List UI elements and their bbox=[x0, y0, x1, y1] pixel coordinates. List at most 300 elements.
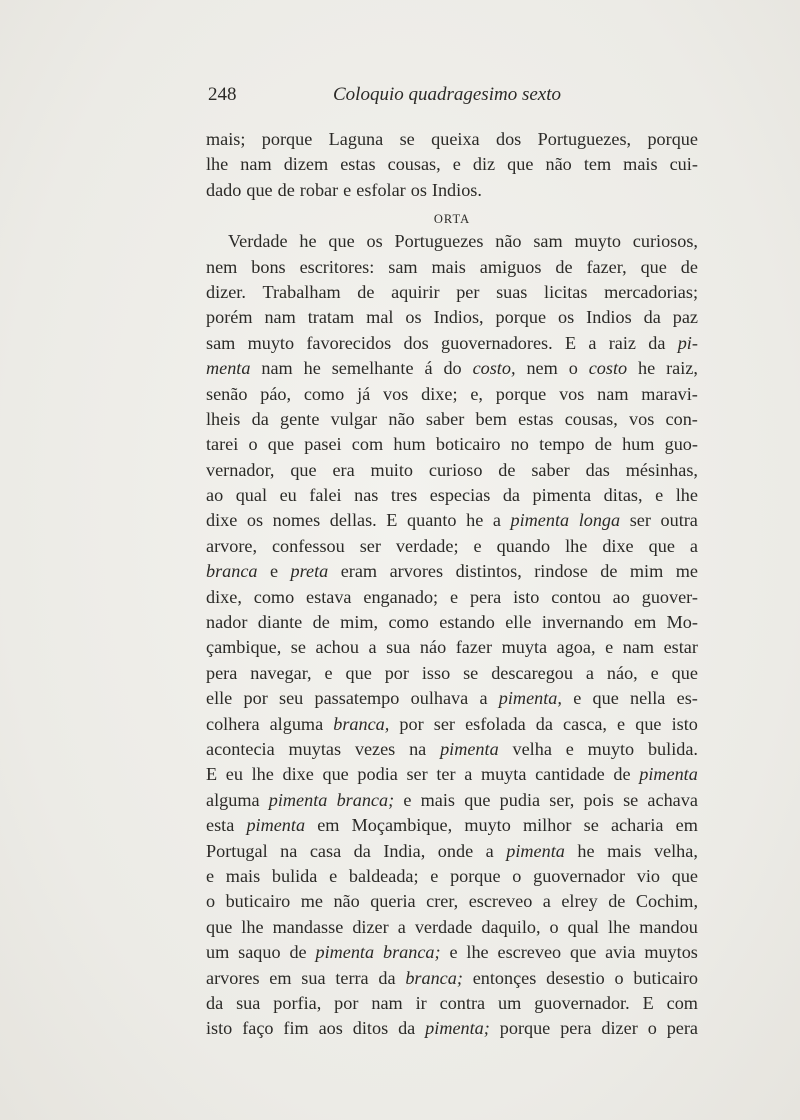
word: nam bbox=[264, 307, 296, 328]
word: dixe bbox=[602, 535, 634, 556]
word: raiz, bbox=[666, 358, 698, 379]
word: mal bbox=[366, 307, 394, 328]
word: e bbox=[605, 637, 614, 658]
word: oulhava bbox=[410, 688, 469, 709]
word: agoa, bbox=[556, 637, 596, 658]
italic-word: pimenta, bbox=[498, 688, 562, 709]
word: ser bbox=[433, 713, 455, 734]
word: lhe bbox=[241, 916, 264, 937]
word: se bbox=[463, 662, 479, 683]
word: vos bbox=[629, 408, 655, 429]
word: da bbox=[398, 1018, 416, 1039]
word: isso bbox=[421, 662, 451, 683]
word: casa bbox=[309, 840, 342, 861]
word: E bbox=[642, 992, 654, 1013]
word: e bbox=[403, 789, 412, 810]
word: muito bbox=[370, 459, 413, 480]
word: mercadorias; bbox=[604, 281, 698, 302]
text-line bbox=[206, 255, 698, 280]
word: queixa bbox=[431, 129, 480, 149]
word: mandasse bbox=[272, 916, 344, 937]
word: queria bbox=[370, 891, 416, 912]
word: vos bbox=[559, 383, 585, 404]
word: verdade bbox=[414, 916, 473, 937]
word: crer, bbox=[426, 891, 459, 912]
word: cousas, bbox=[387, 154, 441, 175]
word: porque bbox=[647, 129, 698, 149]
word: ao bbox=[612, 586, 630, 607]
word: lhe bbox=[565, 535, 588, 556]
word: mais; bbox=[206, 129, 246, 149]
word: mais bbox=[420, 789, 455, 810]
word: um bbox=[498, 992, 522, 1013]
word: e bbox=[324, 662, 333, 683]
word: que bbox=[570, 942, 597, 963]
word: pois bbox=[583, 789, 614, 810]
word: de bbox=[680, 256, 698, 277]
text-line bbox=[206, 712, 698, 737]
word: nam bbox=[261, 358, 293, 379]
word: buticairo bbox=[633, 967, 698, 988]
word: e bbox=[449, 942, 458, 963]
italic-word: pimenta bbox=[506, 840, 565, 861]
word: e bbox=[452, 154, 461, 175]
speaker-heading: ORTA bbox=[433, 212, 471, 227]
word: que bbox=[328, 231, 355, 252]
text-line bbox=[206, 762, 698, 787]
word: navegar, bbox=[250, 662, 312, 683]
word: E bbox=[206, 764, 218, 785]
italic-word: pimenta bbox=[315, 942, 375, 963]
word: não bbox=[333, 891, 360, 912]
word: muyto bbox=[464, 815, 511, 836]
word: estar bbox=[663, 637, 698, 658]
word: se bbox=[583, 815, 599, 836]
word: raiz bbox=[608, 332, 636, 353]
word: onde bbox=[437, 840, 474, 861]
word: como bbox=[303, 383, 345, 404]
word: na bbox=[409, 738, 427, 759]
word: hum bbox=[393, 434, 426, 455]
word: lheis bbox=[206, 408, 241, 429]
word: quanto bbox=[407, 510, 457, 531]
word: pimenta bbox=[532, 485, 592, 506]
word: dizer bbox=[601, 1018, 638, 1039]
word: alguma bbox=[269, 713, 324, 734]
word: da bbox=[643, 307, 661, 328]
word: em bbox=[317, 815, 340, 836]
italic-word: pimenta bbox=[268, 789, 328, 810]
word: nam bbox=[240, 154, 272, 175]
word: outra bbox=[660, 510, 698, 531]
word: nomes bbox=[272, 510, 321, 531]
word: gente bbox=[280, 408, 320, 429]
word: dos bbox=[403, 332, 429, 353]
word: esfolada bbox=[465, 713, 526, 734]
word: Moçambique, bbox=[351, 815, 453, 836]
word: E bbox=[564, 332, 577, 353]
word: elrey bbox=[561, 891, 598, 912]
word: falei bbox=[309, 485, 342, 506]
word: dixe bbox=[282, 764, 314, 785]
text-line bbox=[206, 305, 698, 330]
word: entonçes bbox=[472, 967, 537, 988]
word: dixe; bbox=[421, 383, 458, 404]
word: pudia bbox=[499, 789, 541, 810]
word: ao bbox=[206, 485, 224, 506]
word: os bbox=[366, 231, 383, 252]
word: arvore, bbox=[206, 535, 257, 556]
running-head bbox=[208, 84, 698, 114]
word: pera bbox=[560, 1018, 592, 1039]
italic-word: pimenta bbox=[510, 510, 570, 531]
word: sam bbox=[388, 256, 418, 277]
word: lhe bbox=[251, 764, 274, 785]
word: de bbox=[600, 561, 618, 582]
word: da bbox=[535, 713, 553, 734]
word: esfolar bbox=[356, 179, 406, 200]
word: per bbox=[456, 281, 480, 302]
word: saber bbox=[425, 408, 465, 429]
italic-word: pimenta bbox=[440, 738, 499, 759]
italic-word: branca bbox=[206, 561, 258, 582]
text-line bbox=[206, 534, 698, 559]
word: qual bbox=[567, 916, 599, 937]
word: se bbox=[399, 129, 415, 149]
word: era bbox=[332, 459, 355, 480]
italic-word: menta bbox=[206, 358, 251, 379]
word: dizer. bbox=[206, 281, 246, 302]
word: nella bbox=[630, 688, 666, 709]
word: eu bbox=[225, 764, 243, 785]
word: da bbox=[502, 485, 520, 506]
word: mandou bbox=[639, 916, 698, 937]
word: e bbox=[430, 865, 439, 886]
word: porque bbox=[261, 129, 313, 149]
word: se bbox=[290, 637, 306, 658]
word: he bbox=[466, 510, 484, 531]
word: Indios. bbox=[431, 179, 482, 200]
word: de bbox=[289, 942, 307, 963]
word: bons bbox=[251, 256, 286, 277]
word: maravi- bbox=[641, 383, 698, 404]
word: de bbox=[277, 179, 295, 200]
word: não bbox=[495, 231, 522, 252]
word: de bbox=[357, 281, 375, 302]
italic-word: branca; bbox=[382, 942, 441, 963]
word: em bbox=[675, 815, 698, 836]
word: de bbox=[594, 434, 612, 455]
text-line bbox=[206, 889, 698, 914]
word: e bbox=[329, 865, 338, 886]
text-line bbox=[206, 1016, 698, 1041]
word: dizer bbox=[352, 916, 389, 937]
text-line bbox=[206, 610, 698, 635]
text-line bbox=[206, 661, 698, 686]
word: de bbox=[498, 459, 516, 480]
word: das bbox=[585, 459, 610, 480]
word: o bbox=[549, 916, 559, 937]
word: a bbox=[689, 535, 698, 556]
word: he bbox=[303, 358, 321, 379]
word: he bbox=[299, 231, 317, 252]
word: aos bbox=[318, 1018, 343, 1039]
word: elle bbox=[505, 612, 532, 633]
word: e bbox=[565, 738, 574, 759]
word: milhor bbox=[522, 815, 572, 836]
word: estava bbox=[306, 586, 352, 607]
word: avia bbox=[605, 942, 636, 963]
word: a bbox=[585, 662, 594, 683]
word: E bbox=[386, 510, 398, 531]
word: Laguna bbox=[328, 129, 384, 149]
word: seu bbox=[279, 688, 304, 709]
word: náo, bbox=[606, 662, 638, 683]
word: por bbox=[243, 688, 268, 709]
word: bem bbox=[475, 408, 507, 429]
word: os bbox=[558, 307, 575, 328]
word: Indios bbox=[586, 307, 632, 328]
word: sua bbox=[236, 992, 261, 1013]
word: a bbox=[479, 688, 488, 709]
word: o bbox=[206, 891, 216, 912]
word: Verdade bbox=[228, 231, 288, 252]
word: nas bbox=[354, 485, 379, 506]
word: ser bbox=[359, 535, 381, 556]
italic-word: costo bbox=[588, 358, 628, 379]
word: que bbox=[671, 662, 698, 683]
word: dixe, bbox=[206, 586, 242, 607]
word: contra bbox=[439, 992, 486, 1013]
word: a bbox=[542, 891, 551, 912]
word: se bbox=[623, 789, 639, 810]
word: e bbox=[473, 535, 482, 556]
word: mais bbox=[431, 256, 466, 277]
word: pasei bbox=[304, 434, 342, 455]
text-line bbox=[206, 483, 698, 508]
word: mim, bbox=[340, 612, 379, 633]
word: nam bbox=[622, 637, 655, 658]
word: e bbox=[650, 662, 659, 683]
text-line bbox=[206, 382, 698, 407]
word: mésinhas, bbox=[625, 459, 698, 480]
word: o bbox=[647, 1018, 657, 1039]
word: e bbox=[343, 179, 352, 200]
word: robar bbox=[299, 179, 339, 200]
word: que bbox=[206, 916, 233, 937]
word: distintos, bbox=[455, 561, 522, 582]
word: á bbox=[424, 358, 433, 379]
word: curiosos, bbox=[632, 231, 698, 252]
word: o bbox=[614, 967, 624, 988]
word: e bbox=[450, 586, 459, 607]
word: a bbox=[397, 916, 406, 937]
word: o bbox=[512, 865, 522, 886]
word: por bbox=[399, 713, 424, 734]
word: confessou bbox=[271, 535, 345, 556]
italic-word: pimenta; bbox=[425, 1018, 490, 1039]
word: tem bbox=[583, 154, 612, 175]
body-text bbox=[206, 127, 698, 1042]
word: guovernador bbox=[533, 865, 626, 886]
word: sua bbox=[386, 637, 411, 658]
word: já bbox=[357, 383, 371, 404]
word: do bbox=[443, 358, 462, 379]
word: da bbox=[353, 840, 371, 861]
word: Portugal bbox=[206, 840, 268, 861]
word: invernando bbox=[541, 612, 624, 633]
word: esta bbox=[206, 815, 235, 836]
text-line bbox=[206, 991, 698, 1016]
word: daquilo, bbox=[481, 916, 541, 937]
word: dellas. bbox=[329, 510, 377, 531]
word: a bbox=[368, 637, 377, 658]
word: em bbox=[269, 967, 292, 988]
italic-word: preta bbox=[290, 561, 329, 582]
word: com bbox=[666, 992, 698, 1013]
word: especias bbox=[429, 485, 491, 506]
word: mais bbox=[607, 840, 642, 861]
word: baldeada; bbox=[348, 865, 419, 886]
word: no bbox=[510, 434, 529, 455]
word: a bbox=[485, 840, 494, 861]
word: que bbox=[267, 434, 295, 455]
word: nem bbox=[526, 358, 558, 379]
word: como bbox=[253, 586, 295, 607]
text-line bbox=[206, 839, 698, 864]
text-line bbox=[206, 966, 698, 991]
word: achou bbox=[315, 637, 359, 658]
text-line bbox=[206, 737, 698, 762]
word: favorecidos bbox=[306, 332, 392, 353]
text-line bbox=[206, 813, 698, 838]
word: os bbox=[410, 179, 427, 200]
word: podia bbox=[357, 764, 398, 785]
word: Trabalham bbox=[262, 281, 341, 302]
word: nem bbox=[206, 256, 238, 277]
word: con- bbox=[665, 408, 698, 429]
word: casca, bbox=[563, 713, 607, 734]
word: o bbox=[568, 358, 578, 379]
word: terra bbox=[335, 967, 369, 988]
word: a bbox=[464, 764, 473, 785]
word: fazer bbox=[455, 637, 493, 658]
word: faço bbox=[242, 1018, 274, 1039]
word: me bbox=[675, 561, 698, 582]
italic-word: branca, bbox=[333, 713, 390, 734]
word: ser bbox=[406, 764, 428, 785]
word: como bbox=[388, 612, 429, 633]
word: porém bbox=[206, 307, 253, 328]
word: e, bbox=[470, 383, 483, 404]
word: senão bbox=[206, 383, 248, 404]
word: lhe bbox=[466, 942, 489, 963]
word: nador bbox=[206, 612, 248, 633]
word: achava bbox=[647, 789, 698, 810]
word: pera bbox=[469, 586, 502, 607]
word: arvores bbox=[389, 561, 444, 582]
word: bulida bbox=[271, 865, 318, 886]
word: de bbox=[608, 891, 626, 912]
word: estando bbox=[439, 612, 495, 633]
word: isto bbox=[671, 713, 698, 734]
word: ter bbox=[436, 764, 456, 785]
text-line bbox=[206, 788, 698, 813]
word: que bbox=[507, 154, 534, 175]
word: contou bbox=[551, 586, 601, 607]
word: estas bbox=[340, 154, 376, 175]
word: da bbox=[648, 332, 666, 353]
word: me bbox=[300, 891, 323, 912]
word: acharia bbox=[610, 815, 664, 836]
word: de bbox=[613, 764, 631, 785]
word: velha, bbox=[653, 840, 698, 861]
word: eram bbox=[340, 561, 378, 582]
word: e bbox=[655, 485, 664, 506]
word: tres bbox=[390, 485, 418, 506]
text-line bbox=[206, 127, 698, 152]
text-line bbox=[206, 152, 698, 177]
word: he bbox=[577, 840, 595, 861]
word: rindose bbox=[534, 561, 588, 582]
word: da bbox=[206, 992, 224, 1013]
word: he bbox=[638, 358, 656, 379]
word: enganado; bbox=[363, 586, 439, 607]
text-line bbox=[206, 432, 698, 457]
word: buticairo bbox=[225, 891, 291, 912]
word: arvores bbox=[206, 967, 260, 988]
word: mim bbox=[629, 561, 664, 582]
word: tarei bbox=[206, 434, 239, 455]
word: muyta bbox=[501, 637, 548, 658]
word: es- bbox=[676, 688, 698, 709]
word: velha bbox=[512, 738, 552, 759]
word: com bbox=[351, 434, 384, 455]
word: isto bbox=[513, 586, 540, 607]
word: escreveo bbox=[497, 942, 562, 963]
word: acontecia bbox=[206, 738, 275, 759]
word: muyto bbox=[574, 231, 621, 252]
text-line bbox=[206, 178, 698, 203]
word: pera bbox=[206, 662, 238, 683]
text-line bbox=[206, 508, 698, 533]
word: que bbox=[246, 179, 273, 200]
word: que bbox=[640, 256, 667, 277]
word: muyta bbox=[480, 764, 527, 785]
word: que bbox=[322, 764, 349, 785]
italic-word: costo, bbox=[472, 358, 516, 379]
word: ditas, bbox=[603, 485, 643, 506]
word: ser bbox=[629, 510, 651, 531]
text-line bbox=[206, 280, 698, 305]
word: cui- bbox=[669, 154, 698, 175]
word: cantidade bbox=[535, 764, 605, 785]
word: em bbox=[634, 612, 657, 633]
word: elle bbox=[206, 688, 233, 709]
text-line bbox=[206, 331, 698, 356]
word: suas bbox=[496, 281, 528, 302]
text-line bbox=[206, 686, 698, 711]
word: çambique, bbox=[206, 637, 282, 658]
word: Portuguezes, bbox=[537, 129, 632, 149]
word: Cochim, bbox=[635, 891, 698, 912]
word: de bbox=[555, 256, 573, 277]
word: muyto bbox=[247, 332, 295, 353]
italic-word: branca; bbox=[336, 789, 395, 810]
word: e bbox=[573, 688, 582, 709]
word: a bbox=[492, 510, 501, 531]
word: semelhante bbox=[331, 358, 414, 379]
